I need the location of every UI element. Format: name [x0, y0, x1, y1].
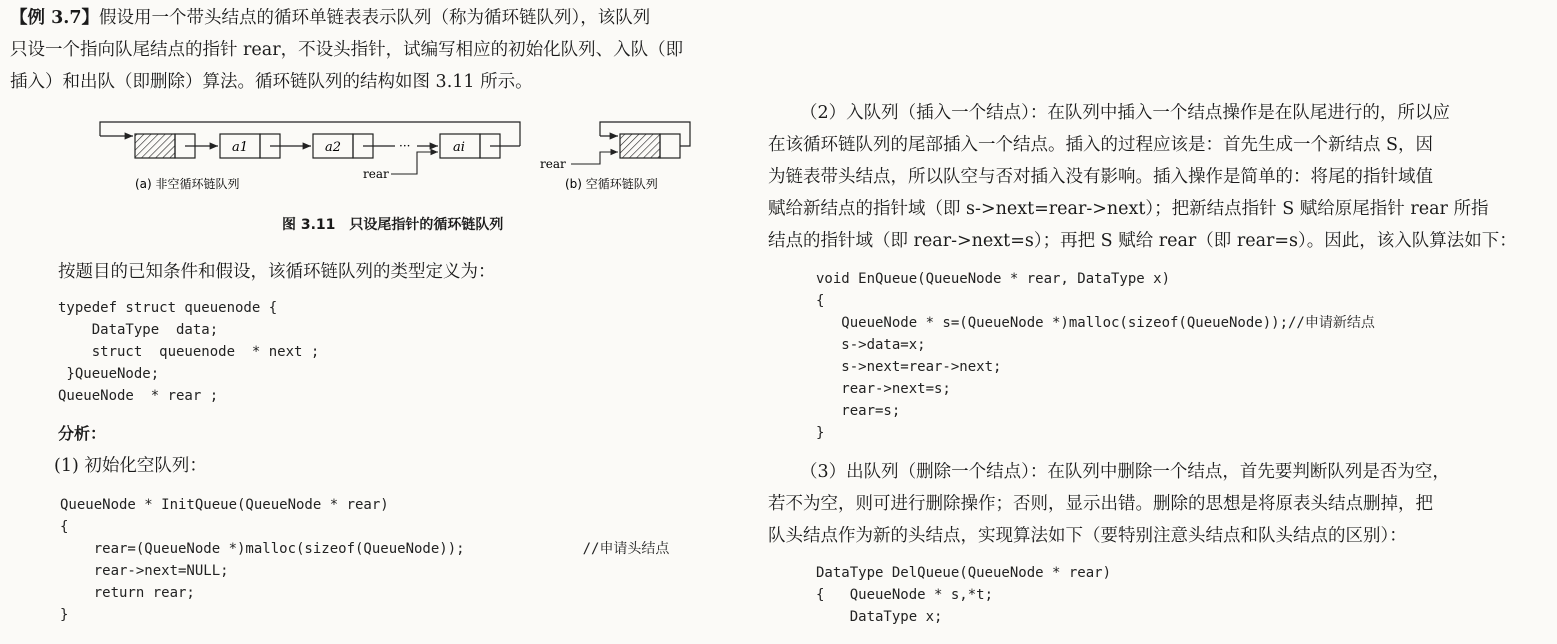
caption-b: (b) 空循环链队列	[565, 177, 658, 191]
example-label: 【例 3.7】	[10, 8, 100, 28]
caption-a: (a) 非空循环链队列	[135, 177, 240, 191]
init-queue-code: QueueNode * InitQueue(QueueNode * rear) { rear=(QueueNode *)malloc(sizeof(QueueNode)); //申请头结点 rear->next=NULL; return rear; }	[60, 497, 670, 623]
figure-3-11-diagram	[95, 112, 695, 202]
nonempty-queue-diagram	[100, 122, 520, 191]
ellipsis: ···	[399, 139, 411, 153]
rear-label-b: rear	[540, 157, 566, 171]
node-a1-label: a1	[232, 140, 249, 155]
init-heading: (1) 初始化空队列：	[54, 456, 207, 476]
dequeue-code: DataType DelQueue(QueueNode * rear) { QueueNode * s,*t; DataType x;	[816, 565, 1112, 625]
enqueue-paragraph: （2）入队列（插入一个结点）：在队列中插入一个结点操作是在队尾进行的，所以应 在该循环链队列的尾部插入一个结点。插入的过程应该是：首先生成一个新结点 S，因 为链表带头结点，所以队空与否对插入没有影响。插入操作是简单的：将尾的指针域值 赋给新结点的指针域（即 s->next=rear->next）；把新结点指针 S 赋给原尾指针 rear 所指 结点的指针域（即 rear->next=s）；再把 S 赋给 rear（即 rear=s）。因此，该入队算法如下：	[768, 103, 1517, 251]
head-node	[135, 134, 175, 158]
example-line-3: 插入）和出队（即删除）算法。循环链队列的结构如图 3.11 所示。	[10, 72, 533, 92]
node-a2-label: a2	[325, 140, 342, 155]
figure-title: 图 3.11 只设尾指针的循环链队列	[282, 217, 504, 233]
empty-queue-diagram	[540, 122, 690, 191]
analysis-heading: 分析：	[58, 424, 107, 443]
type-definition-code: typedef struct queuenode { DataType data; struct queuenode * next ; }QueueNode; QueueNode * rear ;	[58, 300, 320, 404]
dequeue-paragraph: （3）出队列（删除一个结点）：在队列中删除一个结点，首先要判断队列是否为空， 若不为空，则可进行删除操作；否则，显示出错。删除的思想是将原表头结点删掉，把 队头结点作为新的头结点，实现算法如下（要特别注意头结点和队头结点的区别）：	[768, 462, 1450, 546]
example-line-1: 假设用一个带头结点的循环单链表表示队列（称为循环链队列），该队列	[99, 8, 651, 28]
enqueue-code: void EnQueue(QueueNode * rear, DataType x) { QueueNode * s=(QueueNode *)malloc(sizeof(QueueNode));//申请新结点 s->data=x; s->next=rear->next; rear->next=s; rear=s; }	[816, 271, 1375, 441]
rear-label-a: rear	[363, 167, 389, 181]
empty-head-node	[620, 134, 660, 158]
type-intro: 按题目的已知条件和假设，该循环链队列的类型定义为：	[58, 262, 496, 282]
example-paragraph	[10, 2, 683, 98]
node-ai-label: ai	[453, 140, 465, 155]
example-line-2: 只设一个指向队尾结点的指针 rear，不设头指针，试编写相应的初始化队列、入队（即	[10, 40, 684, 60]
